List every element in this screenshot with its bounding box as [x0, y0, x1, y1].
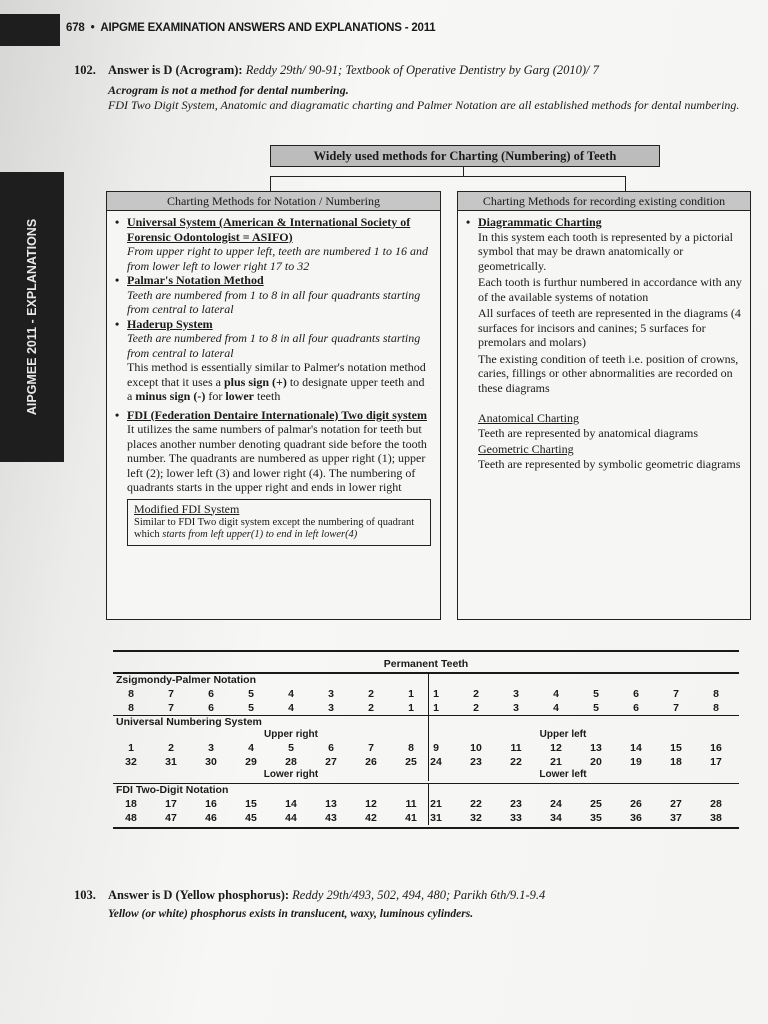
anatomical-charting-heading: Anatomical Charting: [478, 411, 579, 425]
spacer: [478, 395, 742, 411]
fdi-system-heading: • FDI (Federation Dentaire Internationale) Two digit system: [127, 407, 427, 422]
q103-number: 103.: [74, 888, 96, 902]
tooth-number: 3: [513, 688, 519, 700]
tooth-number: 6: [208, 702, 214, 714]
tooth-number: 28: [285, 756, 297, 768]
zsigmondy-row-lower: [113, 701, 739, 715]
haderup-text2-a: This method is essentially similar to Palmer's notation method except that it uses a: [127, 360, 426, 389]
tooth-number: 2: [368, 688, 374, 700]
modified-fdi-text: [134, 517, 424, 542]
tooth-number: 12: [365, 798, 377, 810]
tooth-number: 33: [510, 812, 522, 824]
header-title: AIPGME EXAMINATION ANSWERS AND EXPLANATIONS - 2011: [100, 22, 436, 34]
tooth-number: 19: [630, 756, 642, 768]
header-bullet: •: [90, 22, 95, 34]
tooth-number: 2: [368, 702, 374, 714]
tooth-number: 7: [673, 702, 679, 714]
palmer-notation-text: Teeth are numbered from 1 to 8 in all four quadrants starting from central to lateral: [127, 287, 421, 316]
q102-reference: Reddy 29th/ 90-91; Textbook of Operative Dentistry by Garg (2010)/ 7: [245, 63, 599, 77]
tooth-number: 46: [205, 812, 217, 824]
tooth-number: 47: [165, 812, 177, 824]
tooth-number: 17: [710, 756, 722, 768]
tooth-number: 1: [433, 702, 439, 714]
tooth-number: 32: [125, 756, 137, 768]
tooth-number: 28: [710, 798, 722, 810]
question-102: [74, 62, 754, 113]
tooth-number: 8: [713, 688, 719, 700]
connector-right: [625, 176, 626, 191]
tooth-number: 2: [473, 702, 479, 714]
fdi-system-text: It utilizes the same numbers of palmar's notation for teeth but places another number denoting quadrant side before the tooth number. The quadrants are numbered as upper right (1); upper left (2); lower left (3) and lower right (4). The numbering of quadrants starts in the upper right and ends in lower right: [127, 422, 427, 494]
tooth-number: 6: [208, 688, 214, 700]
tooth-number: 4: [288, 702, 294, 714]
tooth-number: 13: [325, 798, 337, 810]
notation-methods-body: [107, 211, 440, 546]
tooth-number: 5: [288, 742, 294, 754]
lower-word-text: lower: [225, 389, 254, 403]
lower-left-label: Lower left: [539, 769, 587, 780]
tooth-number: 45: [245, 812, 257, 824]
tooth-number: 3: [513, 702, 519, 714]
tooth-number: 7: [368, 742, 374, 754]
tooth-number: 17: [165, 798, 177, 810]
table-title: Permanent Teeth: [383, 658, 469, 670]
q103-note: Yellow (or white) phosphorus exists in translucent, waxy, luminous cylinders.: [108, 908, 474, 920]
universal-system-heading: • Universal System (American & International Society of Forensic Odontologist = ASIFO): [127, 215, 411, 244]
header-black-bar: [0, 14, 60, 46]
tooth-number: 11: [510, 742, 522, 754]
haderup-system-heading: • Haderup System: [127, 316, 213, 331]
tooth-number: 2: [168, 742, 174, 754]
tooth-number: 8: [408, 742, 414, 754]
tooth-number: 32: [470, 812, 482, 824]
minus-sign-text: minus sign (-): [135, 389, 206, 403]
fdi-row-lower: [113, 811, 739, 825]
tooth-number: 30: [205, 756, 217, 768]
tooth-number: 1: [408, 702, 414, 714]
permanent-teeth-table: [113, 650, 739, 829]
tooth-number: 4: [288, 688, 294, 700]
zsigmondy-section: [113, 674, 739, 715]
tooth-number: 34: [550, 812, 562, 824]
tooth-number: 1: [128, 742, 134, 754]
tooth-number: 13: [590, 742, 602, 754]
tooth-number: 23: [510, 798, 522, 810]
running-header: [66, 22, 435, 34]
q102-note2: FDI Two Digit System, Anatomic and diagramatic charting and Palmer Notation are all established methods for dental numbering.: [108, 98, 740, 112]
question-103: [74, 887, 754, 920]
connector-horizontal: [270, 176, 626, 177]
tooth-number: 4: [553, 702, 559, 714]
tooth-number: 11: [405, 798, 417, 810]
fdi-row-upper: [113, 797, 739, 811]
diagrammatic-charting-heading: • Diagrammatic Charting: [478, 215, 602, 229]
modified-fdi-text-b: starts from left upper(1) to end in left lower(4): [162, 529, 358, 540]
tooth-number: 5: [593, 688, 599, 700]
tooth-number: 3: [328, 702, 334, 714]
universal-upper-labels: [113, 729, 739, 741]
universal-lower-labels: [113, 769, 739, 781]
fdi-section: [113, 784, 739, 825]
recording-methods-box: [457, 191, 751, 620]
tooth-number: 4: [248, 742, 254, 754]
anatomical-charting-text: Teeth are represented by anatomical diagrams: [478, 425, 699, 440]
tooth-number: 48: [125, 812, 137, 824]
tooth-number: 8: [128, 702, 134, 714]
universal-row-lower: [113, 755, 739, 769]
diagrammatic-p1: In this system each tooth is represented by a pictorial symbol that may be drawn anatomically or geometrically.: [478, 229, 733, 273]
tooth-number: 1: [408, 688, 414, 700]
haderup-system-text2: [127, 360, 432, 404]
q102-note1: Acrogram is not a method for dental numbering.: [108, 83, 349, 97]
haderup-text2-d: teeth: [254, 389, 281, 403]
tooth-number: 8: [128, 688, 134, 700]
diagrammatic-charting-item: [466, 215, 742, 471]
palmer-notation-item: [115, 273, 432, 317]
haderup-system-text: Teeth are numbered from 1 to 8 in all four quadrants starting from central to lateral: [127, 331, 421, 360]
table-bottom-rule: [113, 827, 739, 829]
tooth-number: 12: [550, 742, 562, 754]
side-tab: [0, 172, 64, 462]
fdi-label: FDI Two-Digit Notation: [116, 784, 229, 796]
tooth-number: 3: [328, 688, 334, 700]
tooth-number: 10: [470, 742, 482, 754]
tooth-number: 5: [593, 702, 599, 714]
tooth-number: 1: [433, 688, 439, 700]
tooth-number: 4: [553, 688, 559, 700]
tooth-number: 5: [248, 688, 254, 700]
connector-left: [270, 176, 271, 191]
tooth-number: 15: [670, 742, 682, 754]
tooth-number: 20: [590, 756, 602, 768]
tooth-number: 41: [405, 812, 417, 824]
tooth-number: 2: [473, 688, 479, 700]
tooth-number: 37: [670, 812, 682, 824]
haderup-text2-c: for: [205, 389, 226, 403]
tooth-number: 27: [670, 798, 682, 810]
universal-system-item: [115, 215, 432, 273]
tooth-number: 31: [430, 812, 442, 824]
tooth-number: 7: [168, 702, 174, 714]
tooth-number: 14: [630, 742, 642, 754]
tooth-number: 3: [208, 742, 214, 754]
modified-fdi-box: [127, 499, 431, 546]
tooth-number: 43: [325, 812, 337, 824]
notation-methods-heading: Charting Methods for Notation / Numbering: [107, 192, 440, 211]
tooth-number: 25: [405, 756, 417, 768]
geometric-charting-text: Teeth are represented by symbolic geometric diagrams: [478, 456, 741, 471]
q102-answer: Answer is D (Acrogram):: [108, 63, 243, 77]
q103-answer: Answer is D (Yellow phosphorus):: [108, 888, 290, 902]
q102-answer-line: [74, 62, 754, 78]
tooth-number: 42: [365, 812, 377, 824]
universal-system-text: From upper right to upper left, teeth are numbered 1 to 16 and from lower left to lower right 17 to 32: [127, 244, 428, 273]
page-number: 678: [66, 22, 85, 34]
tooth-number: 35: [590, 812, 602, 824]
tooth-number: 22: [510, 756, 522, 768]
tooth-number: 29: [245, 756, 257, 768]
tooth-number: 21: [430, 798, 442, 810]
tooth-number: 16: [710, 742, 722, 754]
plus-sign-text: plus sign (+): [223, 374, 287, 389]
modified-fdi-text-a: Similar to FDI Two digit system except the numbering of quadrant which: [134, 516, 415, 540]
diagrammatic-p4: The existing condition of teeth i.e. position of crowns, caries, fillings or other abnormalities are recorded on these diagrams: [478, 351, 739, 395]
q103-answer-line: [74, 887, 754, 903]
upper-right-label: Upper right: [264, 729, 318, 740]
diagrammatic-p3: All surfaces of teeth are represented in the diagrams (4 surfaces for incisors and canines; 5 surfaces for premolars and molars): [478, 306, 741, 349]
universal-row-upper: [113, 741, 739, 755]
tooth-number: 18: [125, 798, 137, 810]
lower-right-label: Lower right: [263, 769, 319, 780]
tooth-number: 26: [630, 798, 642, 810]
connector-vertical: [463, 166, 464, 176]
geometric-charting-heading: Geometric Charting: [478, 442, 574, 456]
recording-methods-heading: Charting Methods for recording existing condition: [458, 192, 750, 211]
modified-fdi-title: Modified FDI System: [134, 501, 240, 516]
zsigmondy-label: Zsigmondy-Palmer Notation: [116, 674, 257, 686]
tooth-number: 18: [670, 756, 682, 768]
zsigmondy-row-upper: [113, 687, 739, 701]
tooth-number: 7: [168, 688, 174, 700]
tooth-number: 25: [590, 798, 602, 810]
tooth-number: 15: [245, 798, 257, 810]
tooth-number: 16: [205, 798, 217, 810]
universal-label: Universal Numbering System: [116, 716, 262, 728]
haderup-system-item: [115, 317, 432, 404]
tooth-number: 31: [165, 756, 177, 768]
chart-title: Widely used methods for Charting (Numbering) of Teeth: [313, 149, 617, 163]
tooth-number: 36: [630, 812, 642, 824]
tooth-number: 22: [470, 798, 482, 810]
notation-methods-box: [106, 191, 441, 620]
q102-number: 102.: [74, 63, 96, 77]
tooth-number: 23: [470, 756, 482, 768]
recording-methods-body: [458, 211, 750, 471]
tooth-number: 6: [633, 688, 639, 700]
haderup-text2-b: to designate upper teeth and a: [127, 374, 425, 403]
diagrammatic-p2: Each tooth is furthur numbered in accordance with any of the available systems of notation: [478, 275, 742, 304]
tooth-number: 24: [550, 798, 562, 810]
tooth-number: 14: [285, 798, 297, 810]
tooth-number: 26: [365, 756, 377, 768]
universal-section: [113, 716, 739, 781]
fdi-system-item: [115, 408, 432, 495]
q103-reference: Reddy 29th/493, 502, 494, 480; Parikh 6th/9.1-9.4: [292, 888, 546, 902]
tooth-number: 38: [710, 812, 722, 824]
chart-title-box: [270, 145, 660, 167]
tooth-number: 27: [325, 756, 337, 768]
tooth-number: 21: [550, 756, 562, 768]
tooth-number: 6: [633, 702, 639, 714]
upper-left-label: Upper left: [539, 729, 587, 740]
tooth-number: 8: [713, 702, 719, 714]
tooth-number: 5: [248, 702, 254, 714]
tooth-number: 6: [328, 742, 334, 754]
palmer-notation-heading: • Palmar's Notation Method: [127, 273, 264, 287]
tooth-number: 44: [285, 812, 297, 824]
side-tab-label: AIPGMEE 2011 - EXPLANATIONS: [25, 218, 39, 416]
tooth-number: 24: [430, 756, 442, 768]
tooth-number: 7: [673, 688, 679, 700]
tooth-number: 9: [433, 742, 439, 754]
